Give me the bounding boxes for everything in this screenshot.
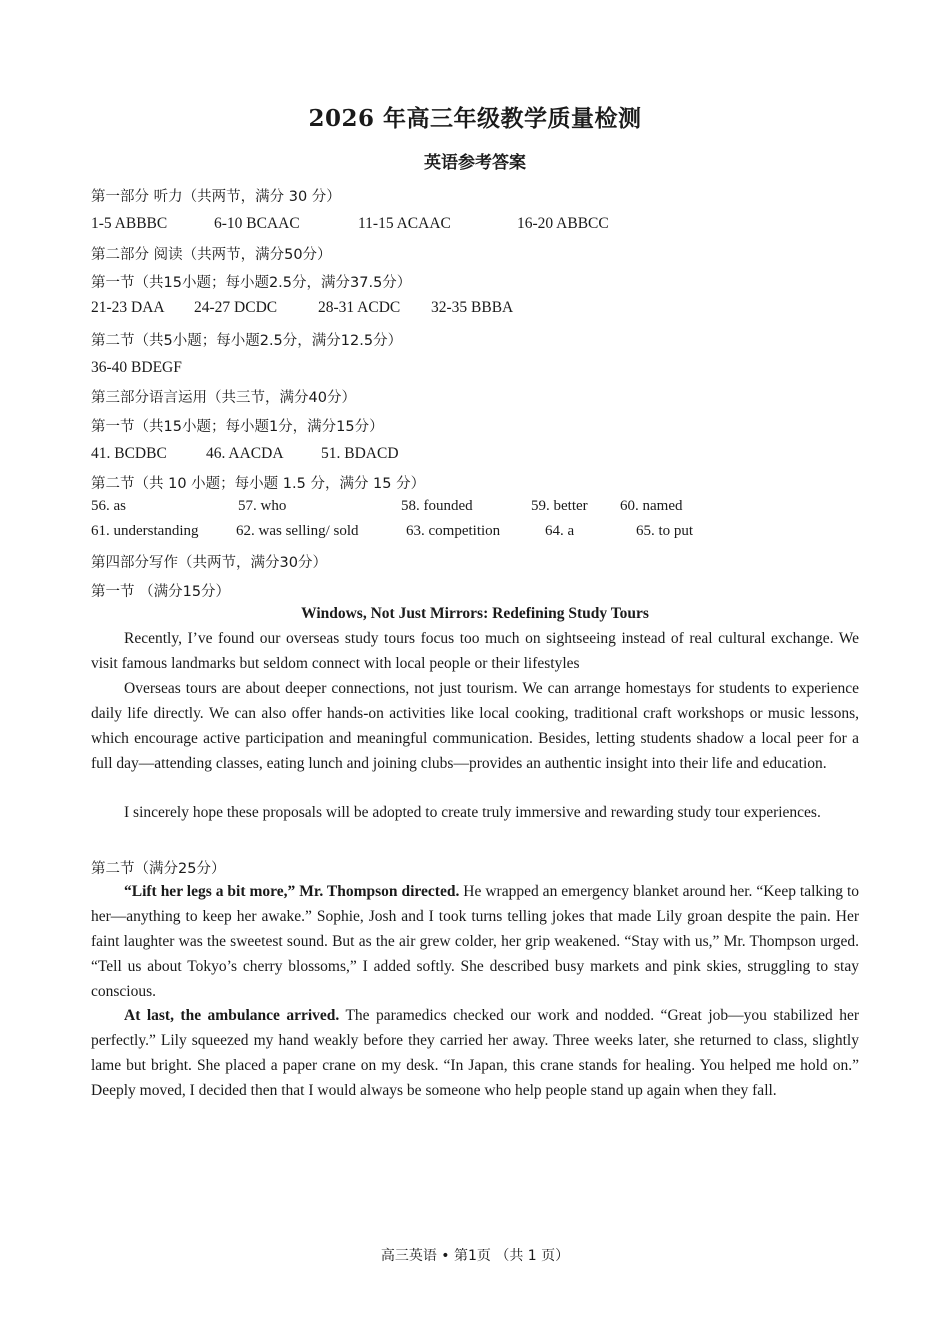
part1-answer: 16-20 ABBCC: [517, 215, 609, 232]
part3-answer: 60. named: [620, 498, 683, 514]
part2-answer: 32-35 BBBA: [431, 299, 514, 316]
part2-answer: 24-27 DCDC: [194, 299, 278, 316]
part3-section2-heading: 第二节（共 10 小题；每小题 1.5 分，满分 15 分）: [91, 476, 426, 492]
essay-paragraph: Overseas tours are about deeper connections, not just tourism. We can arrange homestays for students to experience daily life directly. We can also offer hands-on activities like local cooking, traditional craft workshops or music lessons, which encourage active participation and meaningful communication. Besides, letting students shadow a local peer for a full day—attending classes, eating lunch and joining clubs—provides an authentic insight into their life and education.: [91, 680, 859, 772]
story-lead: “Lift her legs a bit more,” Mr. Thompson directed.: [124, 883, 460, 900]
part3-answer: 46. AACDA: [206, 445, 284, 462]
story-body: The paramedics checked our work and nodded. “Great job—you stabilized her perfectly.” Lily squeezed my hand weakly before they carried her away. Three weeks later, she returned to class, slightly lame but bright. She placed a paper crane on my desk. “In Japan, this crane stands for healing. You helped me hold on.” Deeply moved, I decided then that I would always be someone who help people stand up again when they fall.: [91, 1007, 859, 1099]
part3-answer: 57. who: [238, 498, 287, 514]
part2-section2-heading: 第二节（共5小题；每小题2.5分，满分12.5分）: [91, 333, 403, 349]
part3-section1-heading: 第一节（共15小题；每小题1分，满分15分）: [91, 419, 384, 435]
story-body: He wrapped an emergency blanket around her. “Keep talking to her—anything to keep her awake.” Sophie, Josh and I took turns telling jokes that made Lily groan despite the pain. Her faint laughter was the sweetest sound. But as the air grew colder, her grip weakened. “Stay with us,” Mr. Thompson urged. “Tell us about Tokyo’s cherry blossoms,” I added softly. She described busy markets and pink skies, struggling to stay conscious.: [91, 883, 859, 1000]
part1-answer: 6-10 BCAAC: [214, 215, 300, 232]
page-footer: 高三英语 • 第1页 （共 1 页）: [380, 1248, 570, 1264]
essay-paragraph: I sincerely hope these proposals will be adopted to create truly immersive and rewarding study tour experiences.: [124, 804, 821, 821]
part3-answer: 65. to put: [636, 523, 694, 539]
part3-answer: 64. a: [545, 523, 575, 539]
essay-title: Windows, Not Just Mirrors: Redefining Study Tours: [301, 605, 649, 622]
story-lead: At last, the ambulance arrived.: [124, 1007, 340, 1024]
part1-answer: 1-5 ABBBC: [91, 215, 168, 232]
part3-answer: 41. BCDBC: [91, 445, 167, 462]
part2-answer: 28-31 ACDC: [318, 299, 401, 316]
part4-section1-heading: 第一节 （满分15分）: [91, 584, 231, 600]
part3-answer: 58. founded: [401, 498, 473, 514]
part3-answer: 56. as: [91, 498, 126, 514]
essay-paragraph: Recently, I’ve found our overseas study tours focus too much on sightseeing instead of real cultural exchange. We visit famous landmarks but seldom connect with local people or their lifestyles: [91, 630, 859, 672]
part3-answer: 59. better: [531, 498, 588, 514]
part3-answer: 61. understanding: [91, 523, 199, 539]
part3-answer: 63. competition: [406, 523, 501, 539]
part2-answer: 21-23 DAA: [91, 299, 165, 316]
part2-section1-heading: 第一节（共15小题；每小题2.5分，满分37.5分）: [91, 275, 412, 291]
part2-heading: 第二部分 阅读（共两节，满分50分）: [91, 247, 332, 263]
page-title: 2026 年高三年级教学质量检测: [308, 105, 642, 132]
part2-section2-answers: 36-40 BDEGF: [91, 359, 182, 376]
part1-answer: 11-15 ACAAC: [358, 215, 451, 232]
page-subtitle: 英语参考答案: [424, 153, 526, 173]
part4-section2-heading: 第二节（满分25分）: [91, 861, 226, 877]
part4-heading: 第四部分写作（共两节，满分30分）: [91, 555, 327, 571]
part3-answer: 51. BDACD: [321, 445, 399, 462]
part3-heading: 第三部分语言运用（共三节，满分40分）: [91, 390, 356, 406]
story-paragraph: [91, 880, 859, 1005]
part3-answer: 62. was selling/ sold: [236, 523, 359, 539]
story-paragraph: [91, 1004, 859, 1104]
part1-heading: 第一部分 听力（共两节，满分 30 分）: [91, 189, 341, 205]
